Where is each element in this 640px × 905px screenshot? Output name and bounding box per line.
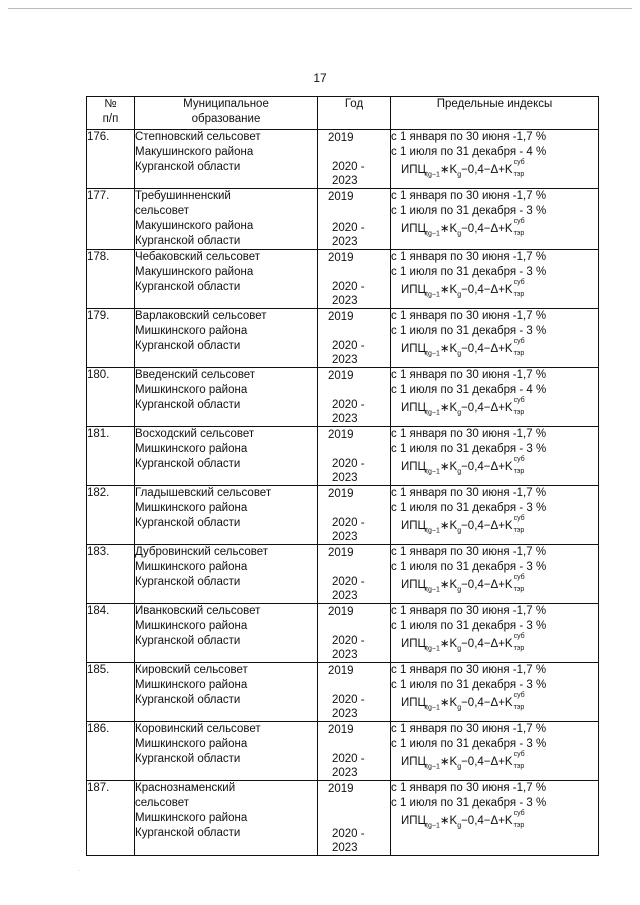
scan-speck: · [78,868,80,874]
row-number: 187. [87,781,135,856]
year-first: 2019 [328,488,354,500]
index-first-half: с 1 января по 30 июня -1,7 % [391,428,547,440]
row-number: 176. [87,130,135,189]
year-range: 2020 - 2023 [332,161,365,187]
index-first-half: с 1 января по 30 июня -1,7 % [391,487,547,499]
table-row [87,368,599,427]
index-formula: $ИПЦ_{tg-1}∗K_g-0,4-\Delta+K$ суб тэр [401,574,525,594]
year-cell [318,781,391,856]
index-second-half: с 1 июля по 31 декабря - 3 % [391,679,547,691]
municipality-name: Иванковский сельсовет Мишкинского района Курганской области [135,604,318,663]
index-second-half: с 1 июля по 31 декабря - 3 % [391,502,547,514]
table-row [87,189,599,250]
table-row [87,663,599,722]
year-first: 2019 [328,191,354,203]
year-range: 2020 - 2023 [332,222,365,248]
year-first: 2019 [328,311,354,323]
year-range: 2020 - 2023 [332,576,365,602]
year-first: 2019 [328,665,354,677]
year-range: 2020 - 2023 [332,753,365,779]
index-first-half: с 1 января по 30 июня -1,7 % [391,605,547,617]
indices-cell [391,604,599,663]
municipality-name: Варлаковский сельсовет Мишкинского района Курганской области [135,309,318,368]
index-first-half: с 1 января по 30 июня -1,7 % [391,723,547,735]
year-first: 2019 [328,370,354,382]
row-number: 180. [87,368,135,427]
year-cell [318,663,391,722]
year-cell [318,427,391,486]
indices-cell [391,189,599,250]
year-first: 2019 [328,547,354,559]
municipality-name: Дубровинский сельсовет Мишкинского района Курганской области [135,545,318,604]
municipality-name: Чебаковский сельсовет Макушинского района Курганской области [135,250,318,309]
year-cell [318,309,391,368]
index-first-half: с 1 января по 30 июня -1,7 % [391,369,547,381]
year-cell [318,250,391,309]
index-first-half: с 1 января по 30 июня -1,7 % [391,664,547,676]
year-range: 2020 - 2023 [332,828,365,854]
index-formula: $ИПЦ_{tg-1}∗K_g-0,4-\Delta+K$ суб тэр [401,692,525,712]
index-formula: $ИПЦ_{tg-1}∗K_g-0,4-\Delta+K$ суб тэр [401,810,525,830]
indices-cell [391,663,599,722]
table-row [87,486,599,545]
index-first-half: с 1 января по 30 июня -1,7 % [391,190,547,202]
indices-cell [391,427,599,486]
page-number: 17 [313,71,327,85]
year-first: 2019 [328,606,354,618]
year-first: 2019 [328,783,354,795]
indices-cell [391,545,599,604]
year-first: 2019 [328,252,354,264]
year-cell [318,545,391,604]
row-number: 186. [87,722,135,781]
index-formula: $ИПЦ_{tg-1}∗K_g-0,4-\Delta+K$ суб тэр [401,397,525,417]
tariff-indices-table [86,96,599,856]
index-second-half: с 1 июля по 31 декабря - 3 % [391,205,547,217]
table-body [87,130,599,856]
row-number: 185. [87,663,135,722]
header-year: Год [318,97,391,130]
year-range: 2020 - 2023 [332,694,365,720]
municipality-name: Кировский сельсовет Мишкинского района Курганской области [135,663,318,722]
index-first-half: с 1 января по 30 июня -1,7 % [391,782,547,794]
table-row [87,781,599,856]
index-formula: $ИПЦ_{tg-1}∗K_g-0,4-\Delta+K$ суб тэр [401,338,525,358]
row-number: 184. [87,604,135,663]
indices-cell [391,486,599,545]
index-second-half: с 1 июля по 31 декабря - 3 % [391,620,547,632]
index-second-half: с 1 июля по 31 декабря - 3 % [391,443,547,455]
indices-cell [391,250,599,309]
year-first: 2019 [328,132,354,144]
year-cell [318,189,391,250]
index-second-half: с 1 июля по 31 декабря - 3 % [391,325,547,337]
year-range: 2020 - 2023 [332,635,365,661]
year-range: 2020 - 2023 [332,458,365,484]
index-first-half: с 1 января по 30 июня -1,7 % [391,546,547,558]
row-number: 182. [87,486,135,545]
table-row [87,309,599,368]
indices-cell [391,781,599,856]
index-formula: $ИПЦ_{tg-1}∗K_g-0,4-\Delta+K$ суб тэр [401,515,525,535]
municipality-name: Краснознаменский сельсовет Мишкинского района Курганской области [135,781,318,856]
municipality-name: Восходский сельсовет Мишкинского района Курганской области [135,427,318,486]
year-cell [318,604,391,663]
year-range: 2020 - 2023 [332,340,365,366]
header-municipality: Муниципальное образование [135,97,318,130]
municipality-name: Степновский сельсовет Макушинского района Курганской области [135,130,318,189]
table-row [87,604,599,663]
indices-cell [391,309,599,368]
index-first-half: с 1 января по 30 июня -1,7 % [391,131,547,143]
row-number: 178. [87,250,135,309]
index-formula: $ИПЦ_{tg-1}∗K_g-0,4-\Delta+K$ суб тэр [401,218,525,238]
municipality-name: Гладышевский сельсовет Мишкинского района Курганской области [135,486,318,545]
year-first: 2019 [328,429,354,441]
row-number: 181. [87,427,135,486]
year-cell [318,368,391,427]
table-row [87,427,599,486]
index-first-half: с 1 января по 30 июня -1,7 % [391,251,547,263]
index-second-half: с 1 июля по 31 декабря - 3 % [391,266,547,278]
indices-cell [391,130,599,189]
header-num: № п/п [87,97,135,130]
indices-cell [391,722,599,781]
row-number: 183. [87,545,135,604]
row-number: 177. [87,189,135,250]
index-second-half: с 1 июля по 31 декабря - 4 % [391,384,547,396]
scan-top-edge [8,8,632,9]
index-formula: $ИПЦ_{tg-1}∗K_g-0,4-\Delta+K$ суб тэр [401,751,525,771]
index-formula: $ИПЦ_{tg-1}∗K_g-0,4-\Delta+K$ суб тэр [401,279,525,299]
index-formula: $ИПЦ_{tg-1}∗K_g-0,4-\Delta+K$ суб тэр [401,456,525,476]
year-first: 2019 [328,724,354,736]
year-cell [318,486,391,545]
municipality-name: Введенский сельсовет Мишкинского района Курганской области [135,368,318,427]
index-first-half: с 1 января по 30 июня -1,7 % [391,310,547,322]
table-row [87,722,599,781]
index-second-half: с 1 июля по 31 декабря - 3 % [391,738,547,750]
table-row [87,130,599,189]
indices-cell [391,368,599,427]
table-row [87,545,599,604]
year-range: 2020 - 2023 [332,281,365,307]
index-second-half: с 1 июля по 31 декабря - 4 % [391,146,547,158]
header-indices: Предельные индексы [391,97,599,130]
index-formula: $ИПЦ_{tg-1}∗K_g-0,4-\Delta+K$ суб тэр [401,159,525,179]
table-row [87,250,599,309]
year-cell [318,722,391,781]
index-second-half: с 1 июля по 31 декабря - 3 % [391,797,547,809]
year-cell [318,130,391,189]
index-formula: $ИПЦ_{tg-1}∗K_g-0,4-\Delta+K$ суб тэр [401,633,525,653]
table-header-row [87,97,599,130]
index-second-half: с 1 июля по 31 декабря - 3 % [391,561,547,573]
municipality-name: Коровинский сельсовет Мишкинского района Курганской области [135,722,318,781]
year-range: 2020 - 2023 [332,517,365,543]
year-range: 2020 - 2023 [332,399,365,425]
municipality-name: Требушинненский сельсовет Макушинского района Курганской области [135,189,318,250]
row-number: 179. [87,309,135,368]
